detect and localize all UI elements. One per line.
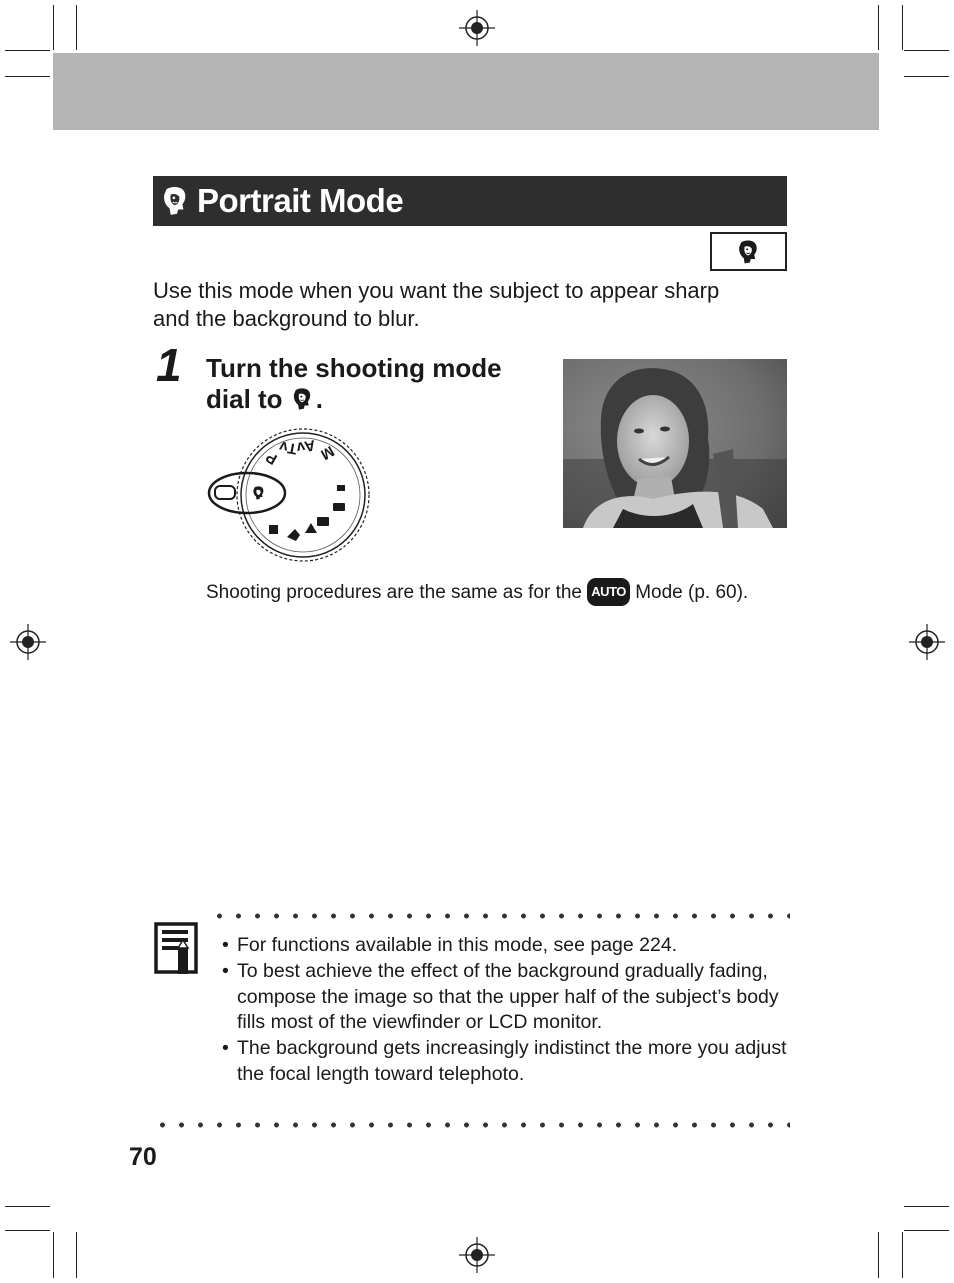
mode-dial-illustration — [205, 425, 375, 565]
list-item: • To best achieve the effect of the background gradually fading, compose the image so that the upper half of the subject’s body fills most of the viewfinder or LCD monitor. — [220, 959, 790, 1036]
memo-icon — [154, 918, 200, 976]
list-item: • The background gets increasingly indistinct the more you adjust the focal length toward telephoto. — [220, 1036, 790, 1088]
portrait-icon — [735, 238, 763, 266]
crop-mark — [5, 1230, 50, 1231]
list-item: • For functions available in this mode, see page 224. — [220, 933, 790, 959]
dial-label-p: P — [263, 448, 281, 468]
procedure-note — [206, 578, 776, 606]
mode-indicator — [710, 232, 787, 271]
procedure-text-before: Shooting procedures are the same as for the — [206, 582, 583, 603]
crop-mark — [53, 1232, 54, 1278]
portrait-icon — [159, 184, 193, 218]
section-title-bar — [153, 176, 787, 226]
step-text-before: Turn the shooting mode dial to — [206, 353, 502, 414]
registration-mark-icon — [459, 10, 495, 46]
auto-mode-icon: AUTO — [587, 578, 630, 606]
step-instruction — [206, 353, 546, 415]
crop-mark — [904, 1230, 949, 1231]
dial-label-tv: Tv — [278, 437, 299, 458]
page-number: 70 — [129, 1143, 157, 1171]
crop-mark — [53, 5, 54, 50]
crop-mark — [904, 76, 949, 77]
portrait-photo — [563, 359, 787, 528]
crop-mark — [878, 5, 879, 50]
crop-mark — [904, 50, 949, 51]
dial-label-m: M — [317, 442, 337, 464]
crop-mark — [904, 1206, 949, 1207]
step-text-after: . — [315, 384, 324, 414]
registration-mark-icon — [10, 624, 46, 660]
crop-mark — [5, 76, 50, 77]
crop-mark — [76, 1232, 77, 1278]
registration-mark-icon — [909, 624, 945, 660]
procedure-text-after: Mode (p. 60). — [635, 582, 749, 603]
crop-mark — [76, 5, 77, 50]
dial-label-av: Av — [295, 436, 317, 457]
notes-list — [220, 933, 790, 1088]
crop-mark — [5, 50, 50, 51]
header-band — [53, 53, 879, 130]
intro-text: Use this mode when you want the subject to appear sharp and the background to blur. — [153, 278, 720, 331]
page-title: Portrait Mode — [197, 182, 404, 219]
crop-mark — [902, 1232, 903, 1278]
crop-mark — [878, 1232, 879, 1278]
dotted-divider — [210, 913, 790, 919]
registration-mark-icon — [459, 1237, 495, 1273]
portrait-icon — [290, 386, 316, 412]
step-number: 1 — [156, 339, 182, 391]
dotted-divider — [153, 1122, 790, 1128]
crop-mark — [5, 1206, 50, 1207]
crop-mark — [902, 5, 903, 50]
